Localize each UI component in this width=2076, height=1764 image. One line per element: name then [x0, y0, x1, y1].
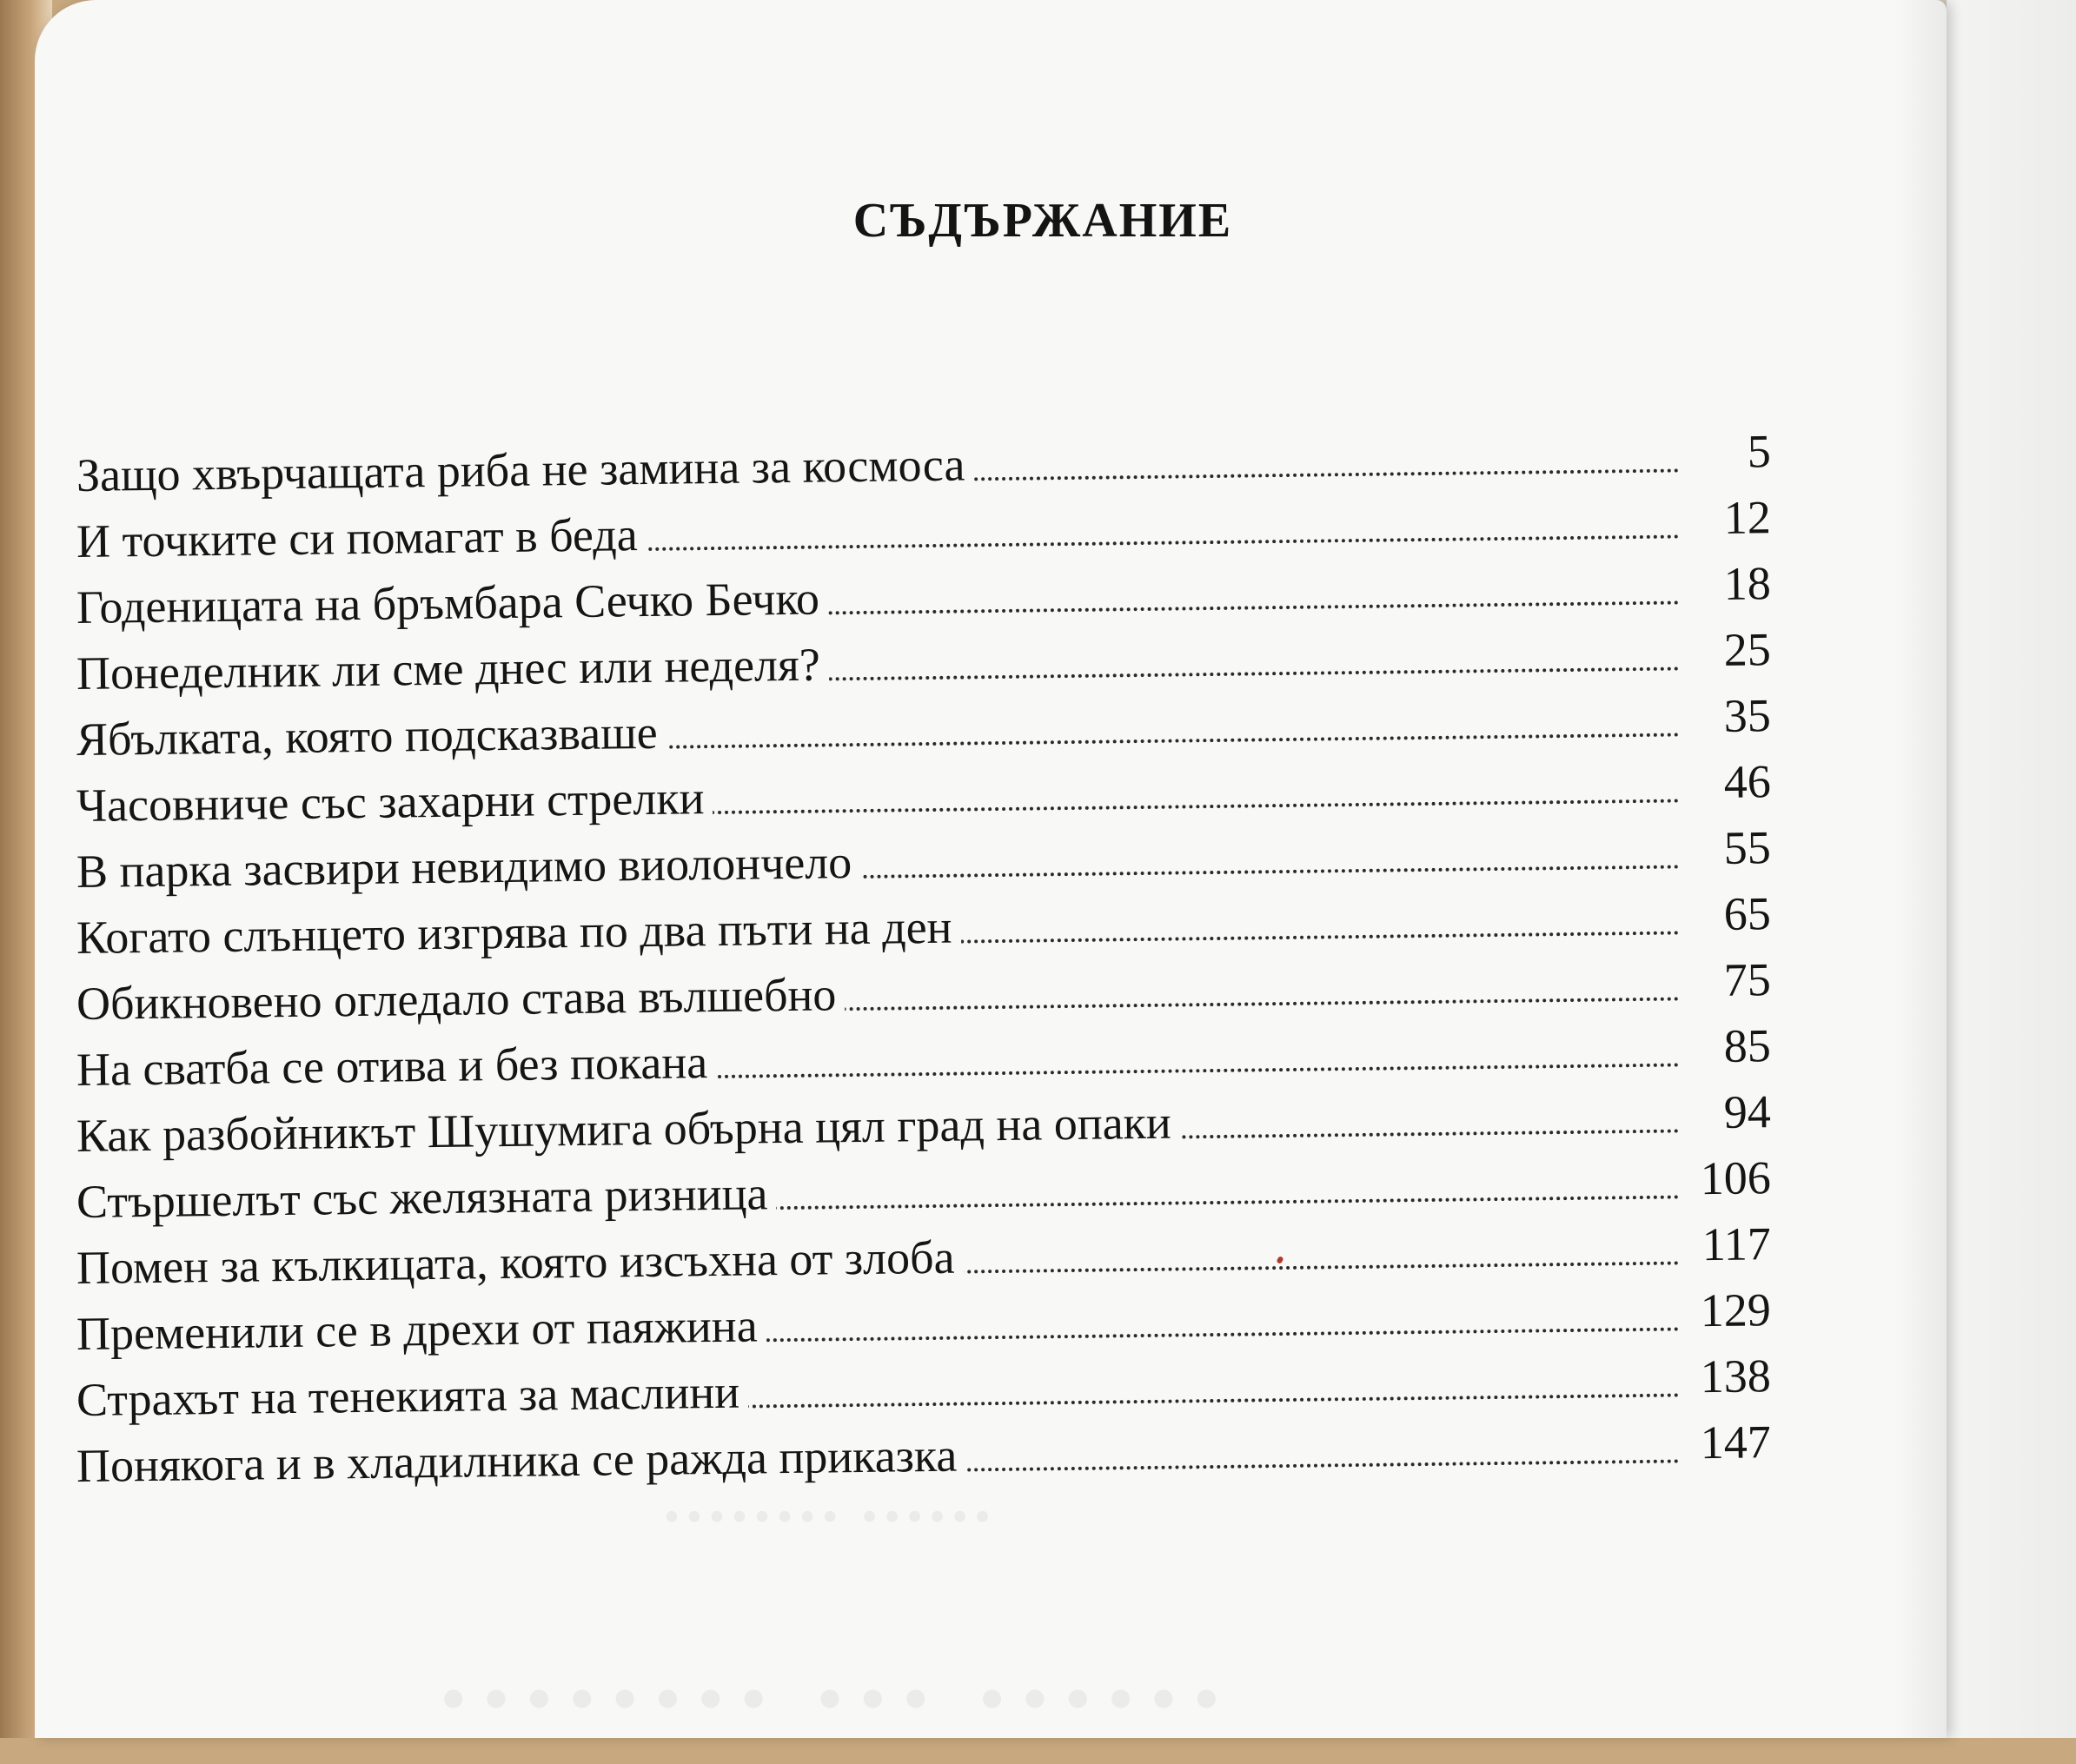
toc-entry-title: Понякога и в хладилника се ражда приказка	[76, 1428, 966, 1492]
toc-entry-title: Страхът на тенекията за маслини	[76, 1365, 749, 1427]
toc-entry-page-number: 138	[1700, 1350, 1772, 1403]
toc-entry-title: Понеделник ли сме днес или неделя?	[76, 637, 829, 700]
toc-entry-page-number: 18	[1723, 557, 1772, 610]
toc-entry-page-number: 85	[1723, 1019, 1772, 1072]
toc-entry-title: Помен за кълкицата, която изсъхна от злоба	[76, 1230, 964, 1295]
toc-entry-title: Защо хвърчащата риба не замина за космоса	[76, 437, 974, 502]
toc-entry-title: В парка засвири невидимо виолончело	[76, 835, 861, 899]
toc-entry-title: Когато слънцето изгрява по два пъти на ден	[76, 900, 961, 965]
toc-entry-page-number: 65	[1723, 887, 1772, 940]
toc-entry-page-number: 94	[1723, 1085, 1772, 1138]
toc-entry-title: Часовниче със захарни стрелки	[76, 771, 713, 832]
toc-entry-page-number: 55	[1723, 821, 1772, 874]
toc-entry-title: На сватба се отива и без покана	[76, 1035, 717, 1097]
show-through-text: ········ ······	[660, 1478, 994, 1554]
toc-entry-page-number: 35	[1723, 689, 1772, 742]
toc-entry-page-number: 25	[1723, 623, 1772, 676]
toc-entry-page-number: 117	[1701, 1217, 1772, 1271]
toc-entry-page-number: 147	[1700, 1416, 1772, 1469]
toc-entry-page-number: 46	[1723, 755, 1772, 808]
toc-entry-page-number: 12	[1723, 491, 1772, 544]
toc-entry-page-number: 5	[1747, 425, 1772, 478]
toc-entry-page-number: 106	[1700, 1151, 1772, 1205]
toc-entry-page-number: 129	[1700, 1283, 1772, 1337]
toc-entry-title: Как разбойникът Шушумига обърна цял град на опаки	[76, 1095, 1180, 1163]
toc-entry-title: Ябълката, която подсказваше	[76, 706, 667, 766]
toc-entry-title: И точките си помагат в беда	[76, 507, 647, 568]
toc-entry-title: Годеницата на бръмбара Сечко Бечко	[76, 571, 829, 634]
toc-entry-title: Пременили се в дрехи от паяжина	[76, 1298, 766, 1361]
toc-entry-title: Обикновено огледало става вълшебно	[76, 967, 846, 1031]
toc-entry-title: Стършелът със желязната ризница	[76, 1166, 777, 1229]
toc-entry-page-number: 75	[1723, 953, 1772, 1006]
table-of-contents	[76, 425, 1772, 1500]
endpaper-sheet	[1945, 0, 2076, 1738]
show-through-title: ········ ··· ······	[434, 1636, 1231, 1761]
book-page	[35, 0, 1947, 1761]
page-title: СЪДЪРЖАНИЕ	[852, 194, 1233, 248]
